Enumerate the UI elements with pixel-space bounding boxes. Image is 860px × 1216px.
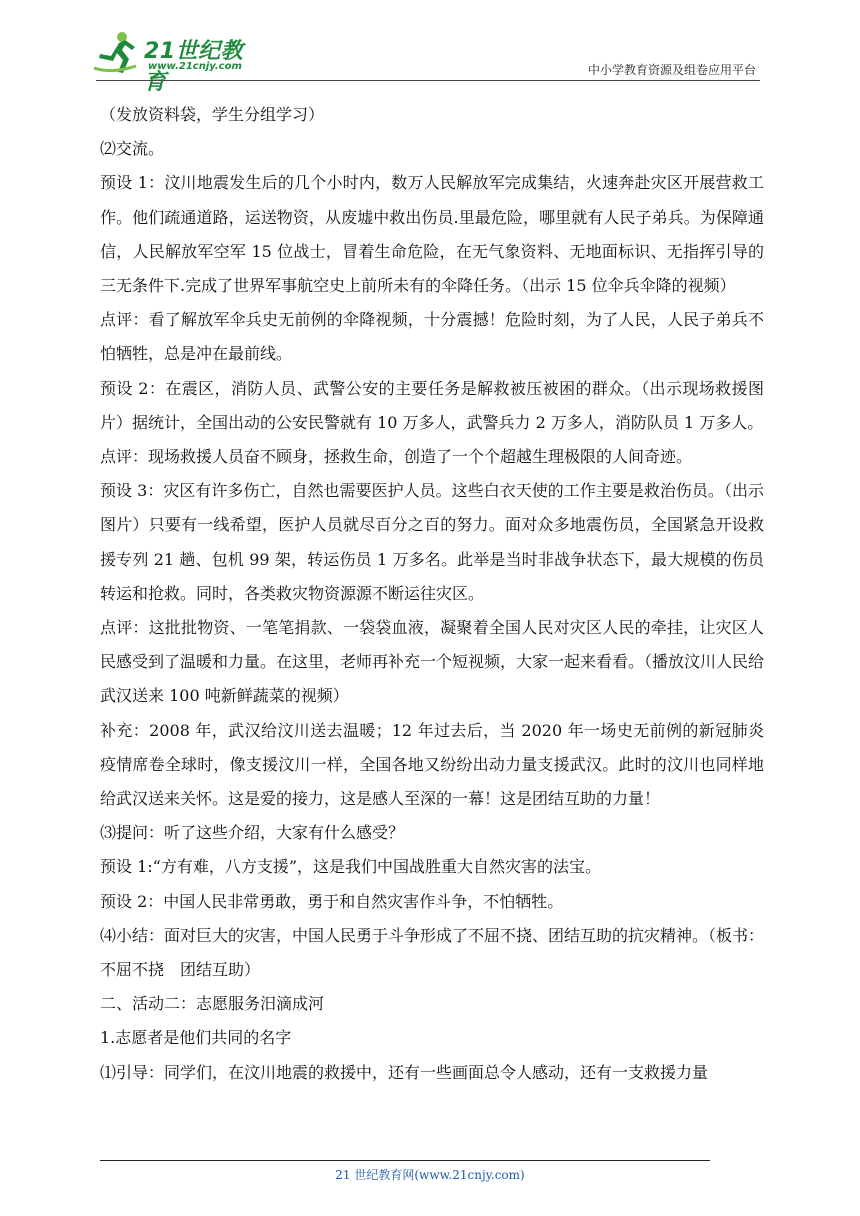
paragraph: （发放资料袋，学生分组学习） — [100, 105, 325, 124]
paragraph: ⑶提问：听了这些介绍，大家有什么感受？ — [100, 823, 405, 843]
runner-logo-icon — [92, 30, 138, 76]
section-heading: 二、活动二：志愿服务汨滴成河 — [100, 994, 325, 1014]
paragraph: ⑵交流。 — [100, 139, 165, 159]
paragraph: ⑷小结：面对巨大的灾害，中国人民勇于斗争形成了不屈不挠、团结互助的抗灾精神。（板书：不屈不挠 团结互助） — [100, 925, 765, 980]
footer-link[interactable]: 21 世纪教育网(www.21cnjy.com) — [335, 1168, 525, 1182]
paragraph: 预设 3：灾区有许多伤亡，自然也需要医护人员。这些白衣天使的工作主要是救治伤员。（出示图片）只要有一线希望，医护人员就尽百分之百的努力。面对众多地震伤员，全国紧急开设救援专列 21 趟、包机 99 架，转运伤员 1 万多名。此举是当时非战争状态下，最大规模的伤员转运和抢救。同时，各类救灾物资源源不断运往灾区。 — [100, 481, 764, 603]
document-body — [100, 98, 764, 1090]
footer-divider — [100, 1160, 710, 1161]
paragraph: 补充：2008 年，武汉给汶川送去温暖；12 年过去后，当 2020 年一场史无前例的新冠肺炎疫情席卷全球时，像支援汶川一样，全国各地又纷纷出动力量支援武汉。此时的汶川也同样地给武汉送来关怀。这是爱的接力，这是感人至深的一幕！这是团结互助的力量！ — [100, 720, 764, 809]
paragraph: 预设 1：汶川地震发生后的几个小时内，数万人民解放军完成集结，火速奔赴灾区开展营救工作。他们疏通道路，运送物资，从废墟中救出伤员.里最危险，哪里就有人民子弟兵。为保障通信，人民解放军空军 15 位战士，冒着生命危险，在无气象资料、无地面标识、无指挥引导的三无条件下.完成了世界军事航空史上前所未有的伞降任务。（出示 15 位伞兵伞降的视频） — [100, 173, 764, 296]
logo-url: www.21cnjy.com — [148, 61, 242, 72]
paragraph: 预设 2：在震区，消防人员、武警公安的主要任务是解救被压被困的群众。（出示现场救援图片）据统计，全国出动的公安民警就有 10 万多人，武警兵力 2 万多人，消防队员 1 万多人。 — [100, 378, 764, 432]
paragraph: ⑴引导：同学们，在汶川地震的救援中，还有一些画面总令人感动，还有一支救援力量 — [100, 1062, 709, 1082]
paragraph: 点评：现场救援人员奋不顾身，拯救生命，创造了一个个超越生理极限的人间奇迹。 — [100, 447, 693, 467]
paragraph: 点评：看了解放军伞兵史无前例的伞降视频，十分震撼！危险时刻，为了人民，人民子弟兵不怕牺牲，总是冲在最前线。 — [100, 310, 764, 364]
subsection-heading: 1.志愿者是他们共同的名字 — [100, 1028, 292, 1048]
platform-name: 中小学教育资源及组卷应用平台 — [587, 63, 756, 77]
header-divider — [96, 80, 760, 81]
paragraph: 预设 1:“方有难，八方支援”，这是我们中国战胜重大自然灾害的法宝。 — [100, 857, 602, 877]
logo-text: 21世纪教育 — [144, 39, 244, 95]
paragraph: 预设 2：中国人民非常勇敢，勇于和自然灾害作斗争，不怕牺牲。 — [100, 891, 564, 911]
site-logo[interactable] — [92, 30, 262, 95]
paragraph: 点评：这批批物资、一笔笔捐款、一袋袋血液，凝聚着全国人民对灾区人民的牵挂，让灾区人民感受到了温暖和力量。在这里，老师再补充一个短视频，大家一起来看看。（播放汶川人民给武汉送来 100 吨新鲜蔬菜的视频） — [100, 618, 765, 706]
page-header — [0, 0, 860, 95]
